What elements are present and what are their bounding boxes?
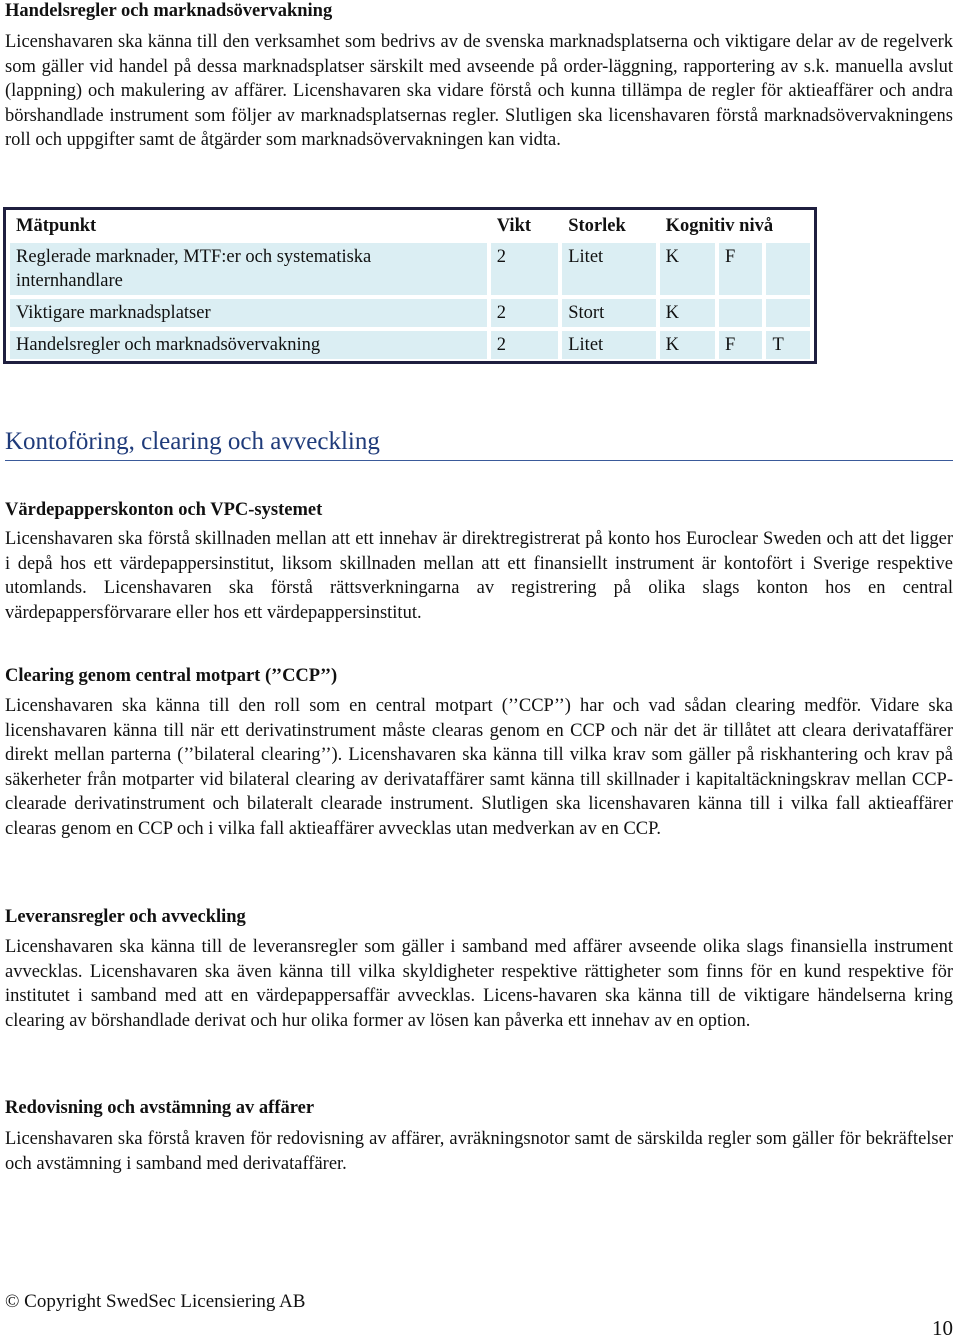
cell-kognitiv-f: F	[719, 331, 763, 359]
paragraph-leverans: Licenshavaren ska känna till de leveransregler som gäller i samband med affärer avseende olika slags finansiella instrument avvecklas. Licenshavaren ska även känna till vilka skyldigheter respektive rättigheter som finns för en kund respektive för institutet i samband med att en värdepappersaffär avvecklas. Licens-havaren ska känna till de viktigare händelserna kring clearing av börshandlade derivat och hur olika former av lösen kan påverka ett innehav av en option.	[5, 937, 953, 1031]
cell-kognitiv-f: F	[719, 243, 763, 295]
paragraph-handelsregler: Licenshavaren ska känna till den verksamhet som bedrivs av de svenska marknadsplatserna och viktigare delar av de regelverk som gäller vid handel på dessa marknadsplatser särskilt med avseende på order-läggning, rapportering av s.k. manuella avslut (lappning) och makulering av affärer. Licenshavaren ska vidare förstå och kunna tillämpa de regler för aktieaffärer och andra börshandlade instrument som följer av marknadsplatsernas regler. Slutligen ska licenshavaren förstå marknadsövervakningens roll och uppgifter samt de åtgärder som marknadsövervakningen kan vidta.	[5, 32, 953, 151]
cell-kognitiv-t	[766, 299, 810, 327]
cell-matpunkt: Handelsregler och marknadsövervakning	[10, 331, 487, 359]
metric-table-grid	[6, 210, 814, 363]
cell-kognitiv-f	[719, 299, 763, 327]
cell-kognitiv-k: K	[660, 299, 715, 327]
col-header-kognitiv: Kognitiv nivå	[665, 216, 774, 236]
section-heading: Kontoföring, clearing och avveckling	[5, 427, 953, 461]
cell-vikt: 2	[491, 299, 558, 327]
cell-matpunkt: Reglerade marknader, MTF:er och systematiska internhandlare	[10, 243, 487, 295]
footer-copyright: © Copyright SwedSec Licensiering AB	[5, 1291, 306, 1312]
metric-table	[3, 207, 817, 364]
col-header-matpunkt: Mätpunkt	[16, 216, 97, 236]
cell-kognitiv-t	[766, 243, 810, 295]
cell-vikt: 2	[491, 331, 558, 359]
table-row	[10, 331, 810, 359]
heading-leverans: Leveransregler och avveckling	[5, 907, 246, 927]
heading-handelsregler: Handelsregler och marknadsövervakning	[5, 1, 333, 21]
heading-clearing: Clearing genom central motpart (’’CCP’’)	[5, 666, 338, 686]
cell-storlek: Stort	[562, 299, 655, 327]
cell-matpunkt: Viktigare marknadsplatser	[10, 299, 487, 327]
col-header-storlek: Storlek	[568, 216, 626, 236]
cell-kognitiv-k: K	[660, 243, 715, 295]
col-header-vikt: Vikt	[496, 216, 532, 236]
cell-storlek: Litet	[562, 331, 655, 359]
heading-redovisning: Redovisning och avstämning av affärer	[5, 1098, 315, 1118]
cell-storlek: Litet	[562, 243, 655, 295]
heading-vpc: Värdepapperskonton och VPC-systemet	[5, 500, 323, 520]
paragraph-clearing: Licenshavaren ska känna till den roll som en central motpart (’’CCP’’) har och vad sådan clearing medför. Vidare ska licenshavaren känna till när ett derivatinstrument måste clearas genom en CCP och när det är tillåtet att cleara derivataffärer direkt mellan parterna (’’bilateral clearing’’). Licenshavaren ska känna till vilka krav som gäller på riskhantering och krav på säkerheter från motparter vid bilateral clearing av derivataffärer samt känna till skillnader i kapitaltäckningskrav mellan CCP-clearade derivatinstrument och bilateralt clearade instrument. Slutligen ska licenshavaren känna till i vilka fall aktieaffärer clearas genom en CCP och i vilka fall aktieaffärer avvecklas utan medverkan av en CCP.	[5, 696, 953, 839]
paragraph-vpc: Licenshavaren ska förstå skillnaden mellan att ett innehav är direktregistrerat på konto hos Euroclear Sweden och att det ligger i depå hos ett värdepappersinstitut, liksom skillnaden mellan att ett finansiellt instrument är kontofört i Sverige respektive utomlands. Licenshavaren ska förstå rättsverkningarna av registrering på olika slags konton hos en central värdepappersförvarare eller hos ett värdepappersinstitut.	[5, 529, 953, 623]
cell-vikt: 2	[491, 243, 558, 295]
table-row	[10, 299, 810, 327]
page-number: 10	[932, 1316, 953, 1340]
table-row	[10, 243, 810, 295]
table-header-row	[10, 214, 810, 239]
cell-kognitiv-k: K	[660, 331, 715, 359]
paragraph-redovisning: Licenshavaren ska förstå kraven för redovisning av affärer, avräkningsnotor samt de särskilda regler som gäller för bekräftelser och avstämning i samband med derivataffärer.	[5, 1129, 953, 1174]
cell-kognitiv-t: T	[766, 331, 810, 359]
